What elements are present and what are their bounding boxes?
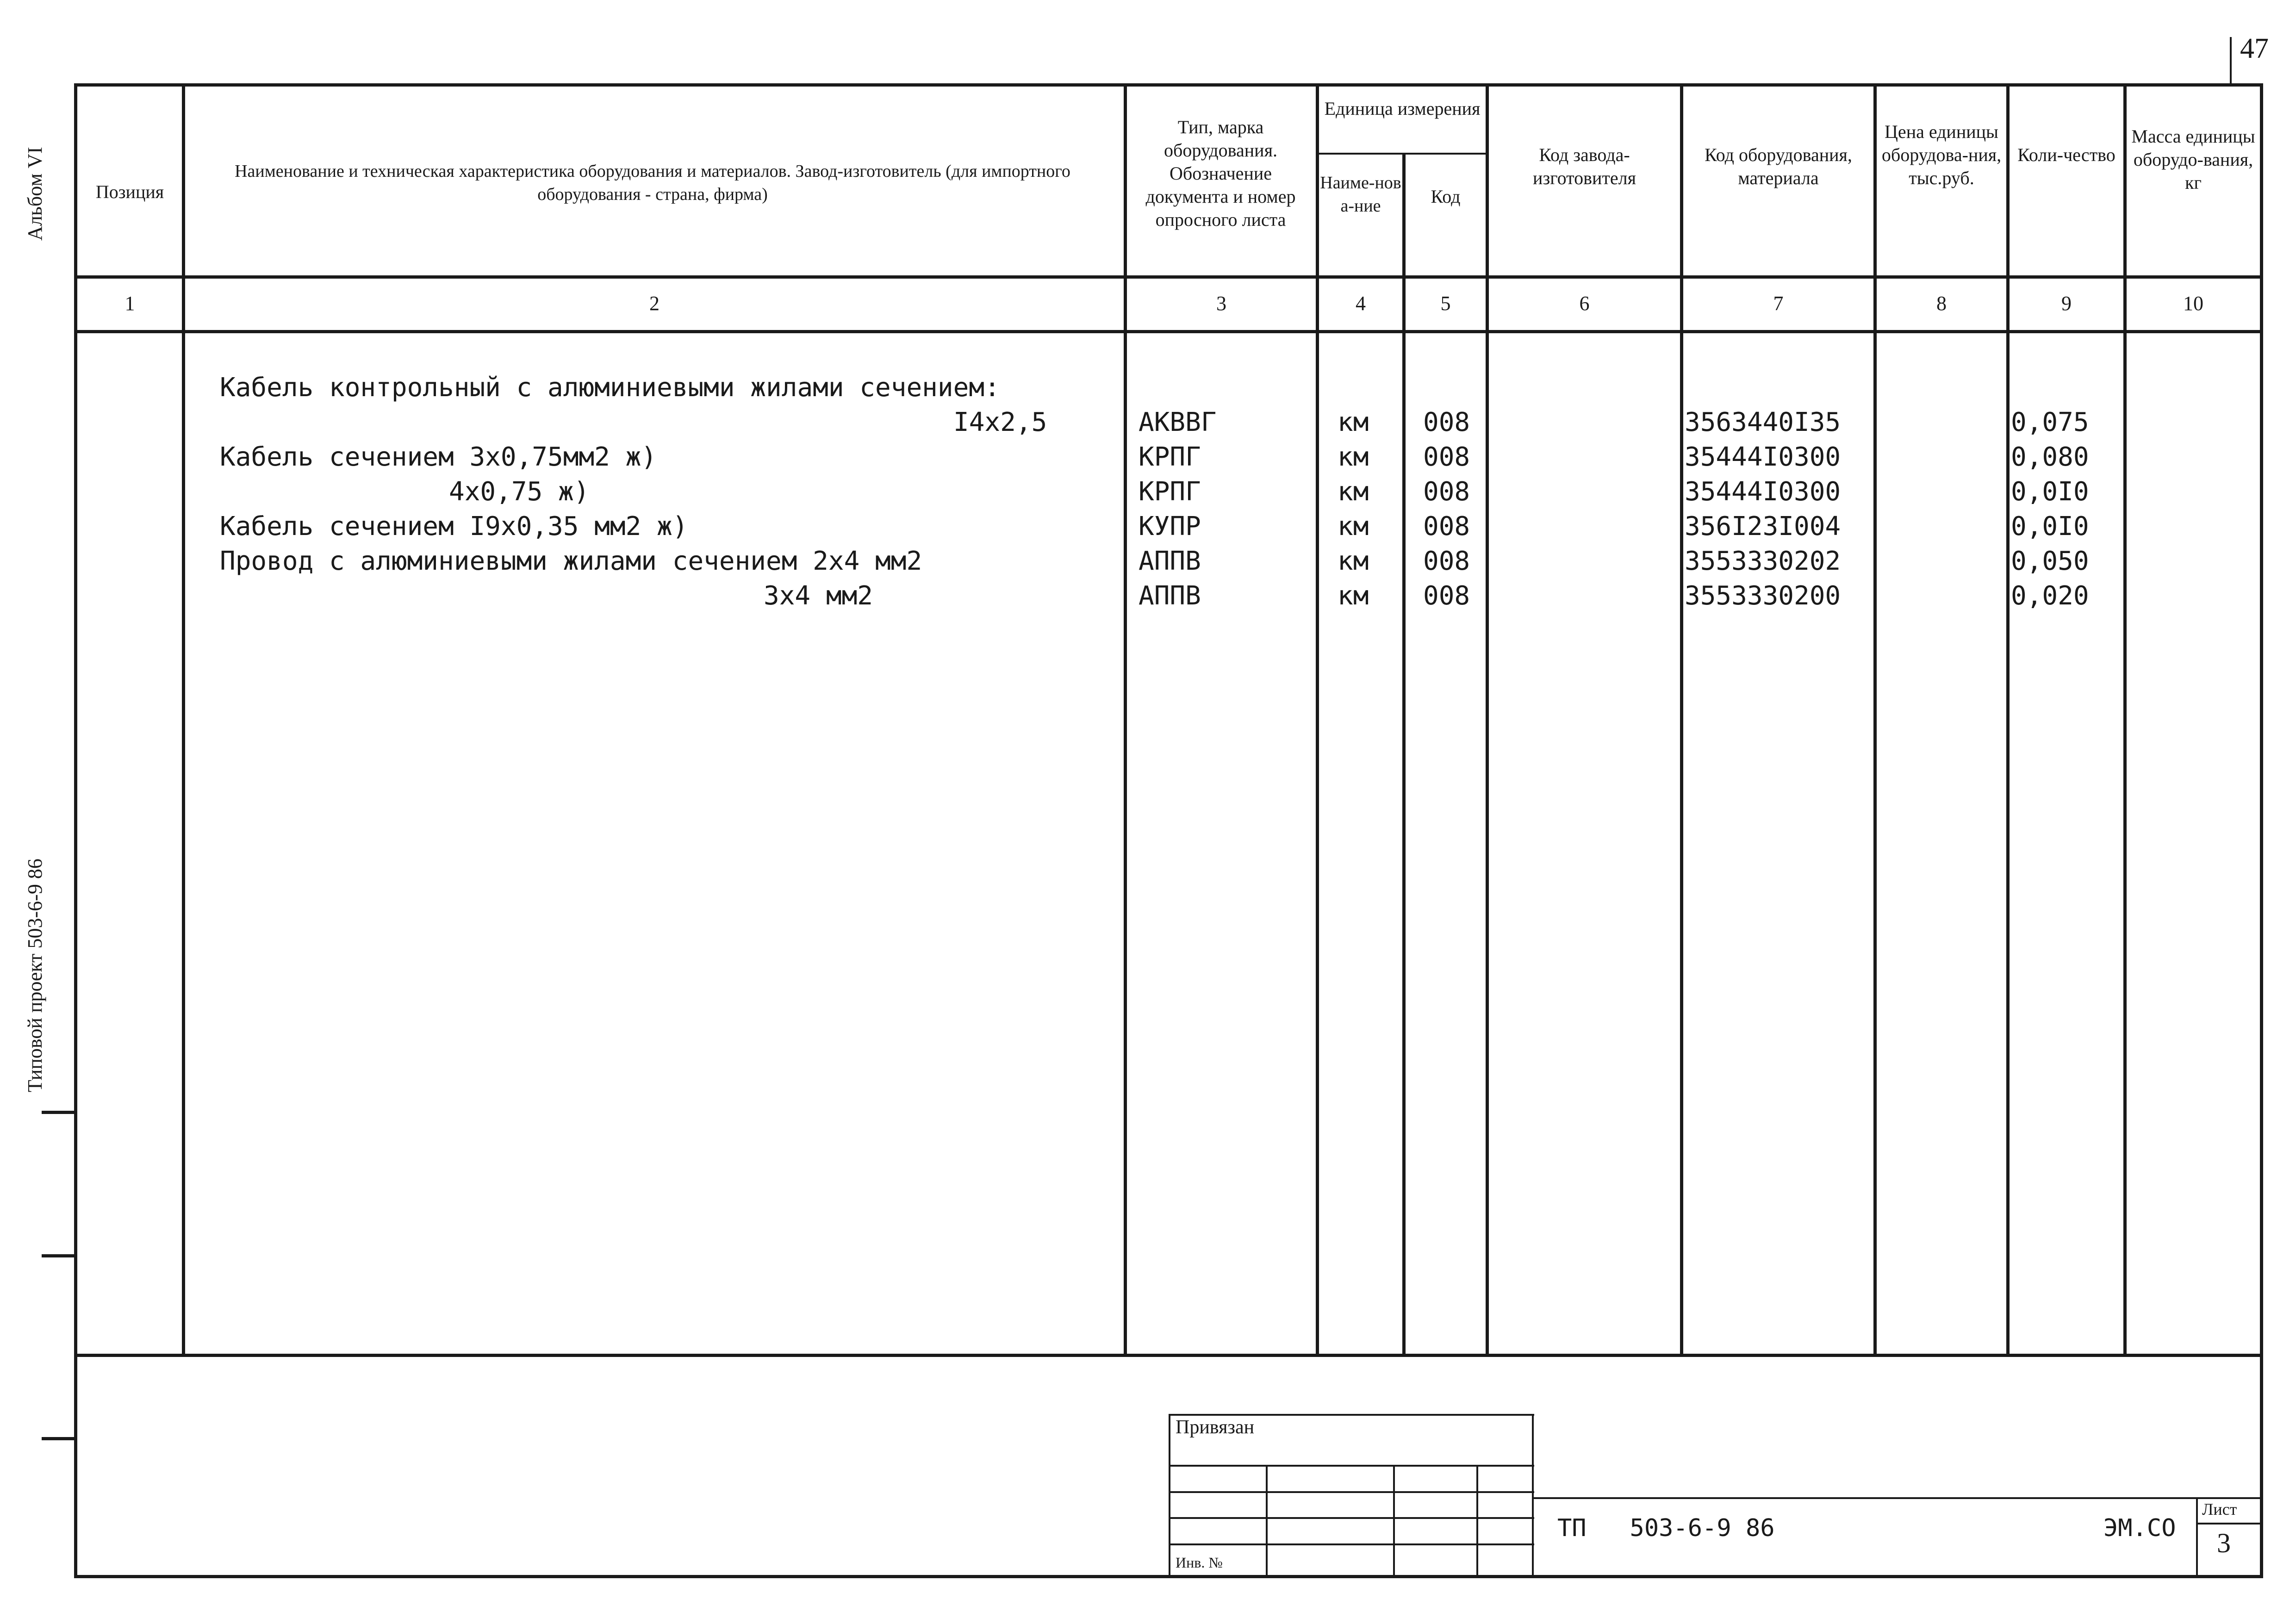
col-line (1680, 83, 1683, 1355)
col-line (1402, 153, 1406, 1355)
page-number: 47 (2240, 33, 2269, 64)
column-number: 1 (124, 292, 135, 315)
header-position: Позиция (95, 181, 164, 202)
col-line (1486, 83, 1489, 1355)
table-top-border (74, 83, 2263, 87)
column-number: 3 (1216, 292, 1226, 315)
stamp-sheet-label: Лист (2202, 1500, 2237, 1518)
table-row-unit: км (1338, 581, 1369, 611)
table-row-unit: км (1338, 511, 1369, 541)
stamp-line (1532, 1497, 2261, 1499)
table-row-unit-code: 008 (1423, 442, 1470, 472)
numbers-bottom-border (74, 330, 2263, 333)
table-row-unit-code: 008 (1423, 477, 1470, 507)
col-line (1873, 83, 1877, 1355)
table-row-qty: 0,0I0 (2011, 477, 2089, 507)
table-row-name: 3x4 мм2 (764, 581, 873, 611)
table-right-border (2260, 83, 2263, 1576)
table-row-code: 35444I0300 (1685, 442, 1841, 472)
col-line (74, 83, 77, 1576)
table-row-type: КРПГ (1139, 442, 1201, 472)
header-factory-code: Код завода-изготовителя (1533, 144, 1636, 188)
column-number: 9 (2061, 292, 2072, 315)
column-number: 8 (1936, 292, 1947, 315)
header-material-code: Код оборудования, материала (1705, 144, 1852, 188)
stamp-vline (1266, 1465, 1268, 1576)
column-number: 2 (649, 292, 660, 315)
stamp-vline (2196, 1497, 2198, 1576)
stamp-vline (1393, 1465, 1395, 1576)
header-type: Тип, марка оборудования. Обозначение документа и номер опросного листа (1145, 117, 1296, 230)
header-unit-code: Код (1431, 186, 1461, 207)
table-row-qty: 0,020 (2011, 581, 2089, 611)
table-row-qty: 0,080 (2011, 442, 2089, 472)
stamp-line (1169, 1465, 1534, 1467)
stamp-vline (1532, 1414, 1534, 1576)
table-row-qty: 0,050 (2011, 546, 2089, 576)
stamp-line (1169, 1414, 1534, 1416)
stamp-sheet-number: 3 (2217, 1528, 2231, 1558)
header-unit-name: Наиме-нова-ние (1320, 173, 1401, 216)
table-row-unit-code: 008 (1423, 581, 1470, 611)
table-row-unit: км (1338, 442, 1369, 472)
table-row-name: I4x2,5 (953, 407, 1047, 437)
stamp-vline (1169, 1414, 1170, 1576)
column-number: 10 (2183, 292, 2203, 315)
table-row-unit-code: 008 (1423, 546, 1470, 576)
album-label: Альбом VI (24, 147, 46, 241)
margin-tick (42, 1254, 74, 1257)
stamp-line (1169, 1543, 1534, 1545)
table-row-qty: 0,0I0 (2011, 511, 2089, 541)
column-number: 7 (1773, 292, 1784, 315)
table-row-code: 3563440I35 (1685, 407, 1841, 437)
header-price: Цена единицы оборудова-ния, тыс.руб. (1881, 121, 2002, 188)
table-row-name: Кабель сечением I9x0,35 мм2 ж) (220, 511, 688, 541)
header-unit-group: Единица измерения (1324, 98, 1481, 119)
table-row-unit-code: 008 (1423, 407, 1470, 437)
table-row-type: КУПР (1139, 511, 1201, 541)
project-label: Типовой проект 503-6-9 86 (24, 859, 46, 1092)
table-row-unit: км (1338, 546, 1369, 576)
col-line (1124, 83, 1127, 1355)
header-quantity: Коли-чество (2017, 144, 2116, 165)
table-row-type: АППВ (1139, 546, 1201, 576)
stamp-vline (1476, 1465, 1478, 1576)
col-line (1316, 83, 1319, 1355)
header-name: Наименование и техническая характеристика оборудования и материалов. Завод-изготовитель (для импортного оборудования - страна, фирма) (235, 162, 1070, 204)
stamp-line (1169, 1517, 1534, 1519)
table-row-name: Кабель контрольный с алюминиевыми жилами сечением: (220, 373, 1000, 403)
column-number: 6 (1579, 292, 1590, 315)
table-row-qty: 0,075 (2011, 407, 2089, 437)
table-row-code: 3553330202 (1685, 546, 1841, 576)
table-row-code: 35444I0300 (1685, 477, 1841, 507)
margin-tick (42, 1111, 74, 1114)
table-row-unit: км (1338, 407, 1369, 437)
header-mass: Масса единицы оборудо-вания, кг (2131, 126, 2255, 193)
stamp-doc-code: ТП 503-6-9 86 (1557, 1514, 1775, 1542)
column-number: 5 (1440, 292, 1451, 315)
col-line (2123, 83, 2127, 1355)
page-number-divider (2230, 37, 2232, 83)
col-line (182, 83, 185, 1355)
table-row-code: 3553330200 (1685, 581, 1841, 611)
margin-tick (42, 1437, 74, 1440)
table-row-name: 4x0,75 ж) (449, 477, 590, 507)
body-bottom-border (74, 1354, 2263, 1357)
unit-group-divider (1316, 153, 1487, 155)
table-row-type: АППВ (1139, 581, 1201, 611)
table-row-unit-code: 008 (1423, 511, 1470, 541)
col-line (2006, 83, 2010, 1355)
header-bottom-border (74, 275, 2263, 279)
table-row-unit: км (1338, 477, 1369, 507)
stamp-bound-label: Привязан (1176, 1417, 1255, 1438)
table-row-type: КРПГ (1139, 477, 1201, 507)
stamp-inv-label: Инв. № (1176, 1554, 1223, 1571)
stamp-mark: ЭМ.СО (2103, 1514, 2176, 1542)
stamp-line (2196, 1523, 2261, 1524)
table-row-name: Кабель сечением 3x0,75мм2 ж) (220, 442, 657, 472)
table-row-type: АКВВГ (1139, 407, 1217, 437)
column-number: 4 (1356, 292, 1366, 315)
stamp-line (1169, 1491, 1534, 1493)
table-row-code: 356I23I004 (1685, 511, 1841, 541)
table-row-name: Провод с алюминиевыми жилами сечением 2x4 мм2 (220, 546, 922, 576)
